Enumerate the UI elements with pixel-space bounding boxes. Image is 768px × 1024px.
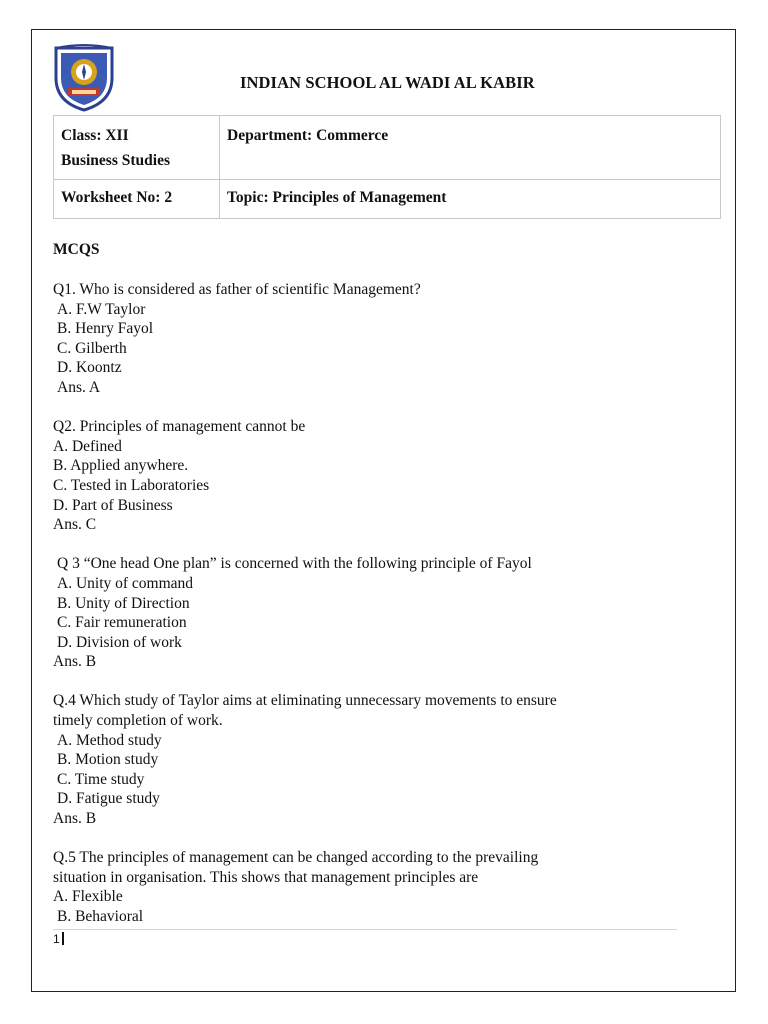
option-b: B. Motion study <box>57 751 159 769</box>
question-text-line2: situation in organisation. This shows that management principles are <box>53 868 479 886</box>
section-title: MCQS <box>53 241 100 258</box>
page-number-bar <box>62 932 64 945</box>
option-a: A. Flexible <box>53 888 123 906</box>
option-a: A. Unity of command <box>57 574 194 592</box>
question-text-line2: timely completion of work. <box>53 712 223 730</box>
page-number-text: 1 <box>53 932 60 946</box>
answer-text: Ans. C <box>53 516 97 534</box>
option-c: C. Fair remuneration <box>57 614 187 632</box>
subject-label: Business Studies <box>61 152 170 169</box>
footer-divider <box>53 929 677 930</box>
question-block-1 <box>53 280 713 398</box>
option-b: B. Henry Fayol <box>57 320 154 338</box>
question-text: Q.4 Which study of Taylor aims at eliminating unnecessary movements to ensure <box>53 692 557 710</box>
option-b: B. Unity of Direction <box>57 594 190 612</box>
option-b: B. Behavioral <box>57 908 144 925</box>
school-name: INDIAN SCHOOL AL WADI AL KABIR <box>240 73 535 92</box>
question-block-3 <box>53 554 713 672</box>
option-d: D. Koontz <box>57 359 122 377</box>
answer-text: Ans. B <box>53 810 97 828</box>
question-block-5 <box>53 848 713 926</box>
option-d: D. Fatigue study <box>57 790 160 808</box>
worksheet-content <box>53 239 713 946</box>
info-row-class <box>54 116 721 180</box>
question-block-4 <box>53 691 713 828</box>
option-c: C. Tested in Laboratories <box>53 476 210 494</box>
option-a: A. Defined <box>53 437 122 455</box>
option-b: B. Applied anywhere. <box>53 457 189 475</box>
worksheet-info-table <box>53 115 721 219</box>
option-d: D. Part of Business <box>53 496 173 514</box>
option-a: A. Method study <box>57 731 162 749</box>
answer-text: Ans. A <box>57 378 101 396</box>
option-c: C. Time study <box>57 770 145 788</box>
class-label: Class: XII <box>61 127 129 144</box>
info-row-worksheet <box>54 180 721 219</box>
option-c: C. Gilberth <box>57 339 127 357</box>
topic-cell: Topic: Principles of Management <box>220 180 721 219</box>
question-text: Q.5 The principles of management can be changed according to the prevailing <box>53 849 539 867</box>
question-block-2 <box>53 417 713 535</box>
option-d: D. Division of work <box>57 633 182 651</box>
department-label: Department: Commerce <box>227 127 389 144</box>
question-text: Q 3 “One head One plan” is concerned with the following principle of Fayol <box>57 555 532 573</box>
question-text: Q2. Principles of management cannot be <box>53 418 306 436</box>
department-cell <box>220 116 721 180</box>
page-number <box>53 932 64 946</box>
worksheet-cell: Worksheet No: 2 <box>54 180 220 219</box>
class-cell <box>54 116 220 180</box>
question-text: Q1. Who is considered as father of scientific Management? <box>53 281 421 298</box>
option-a: A. F.W Taylor <box>57 300 146 318</box>
school-crest-logo <box>48 42 120 114</box>
answer-text: Ans. B <box>53 653 97 671</box>
